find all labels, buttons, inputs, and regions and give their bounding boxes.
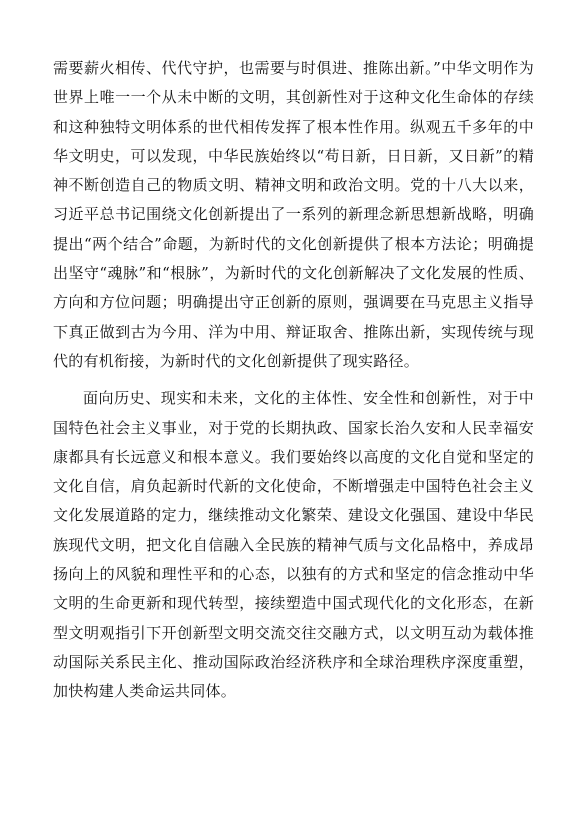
paragraph-gap <box>53 376 534 384</box>
body-paragraph-1: 需要薪火相传、代代守护，也需要与时俱进、推陈出新。”中华文明作为世界上唯一一个从未中断的文明，其创新性对于这种文化生命体的存续和这种独特文明体系的世代相传发挥了根本性作用。纵观五千多年的中华文明史，可以发现，中华民族始终以“苟日新，日日新，又日新”的精神不断创造自己的物质文明、精神文明和政治文明。党的十八大以来，习近平总书记围绕文化创新提出了一系列的新理念新思想新战略，明确提出“两个结合”命题，为新时代的文化创新提供了根本方法论；明确提出坚守“魂脉”和“根脉”，为新时代的文化创新解决了文化发展的性质、方向和方位问题；明确提出守正创新的原则，强调要在马克思主义指导下真正做到古为今用、洋为中用、辩证取舍、推陈出新，实现传统与现代的有机衔接，为新时代的文化创新提供了现实路径。 <box>53 59 534 370</box>
body-paragraph-2: 面向历史、现实和未来，文化的主体性、安全性和创新性，对于中国特色社会主义事业，对于党的长期执政、国家长治久安和人民幸福安康都具有长远意义和根本意义。我们要始终以高度的文化自觉和坚定的文化自信，肩负起新时代新的文化使命，不断增强走中国特色社会主义文化发展道路的定力，继续推动文化繁荣、建设文化强国、建设中华民族现代文明，把文化自信融入全民族的精神气质与文化品格中，养成昂扬向上的风貌和理性平和的心态，以独有的方式和坚定的信念推动中华文明的生命更新和现代转型，接续塑造中国式现代化的文化形态，在新型文明观指引下开创新型文明交流交往交融方式，以文明互动为载体推动国际关系民主化、推动国际政治经济秩序和全球治理秩序深度重塑，加快构建人类命运共同体。 <box>53 389 534 701</box>
